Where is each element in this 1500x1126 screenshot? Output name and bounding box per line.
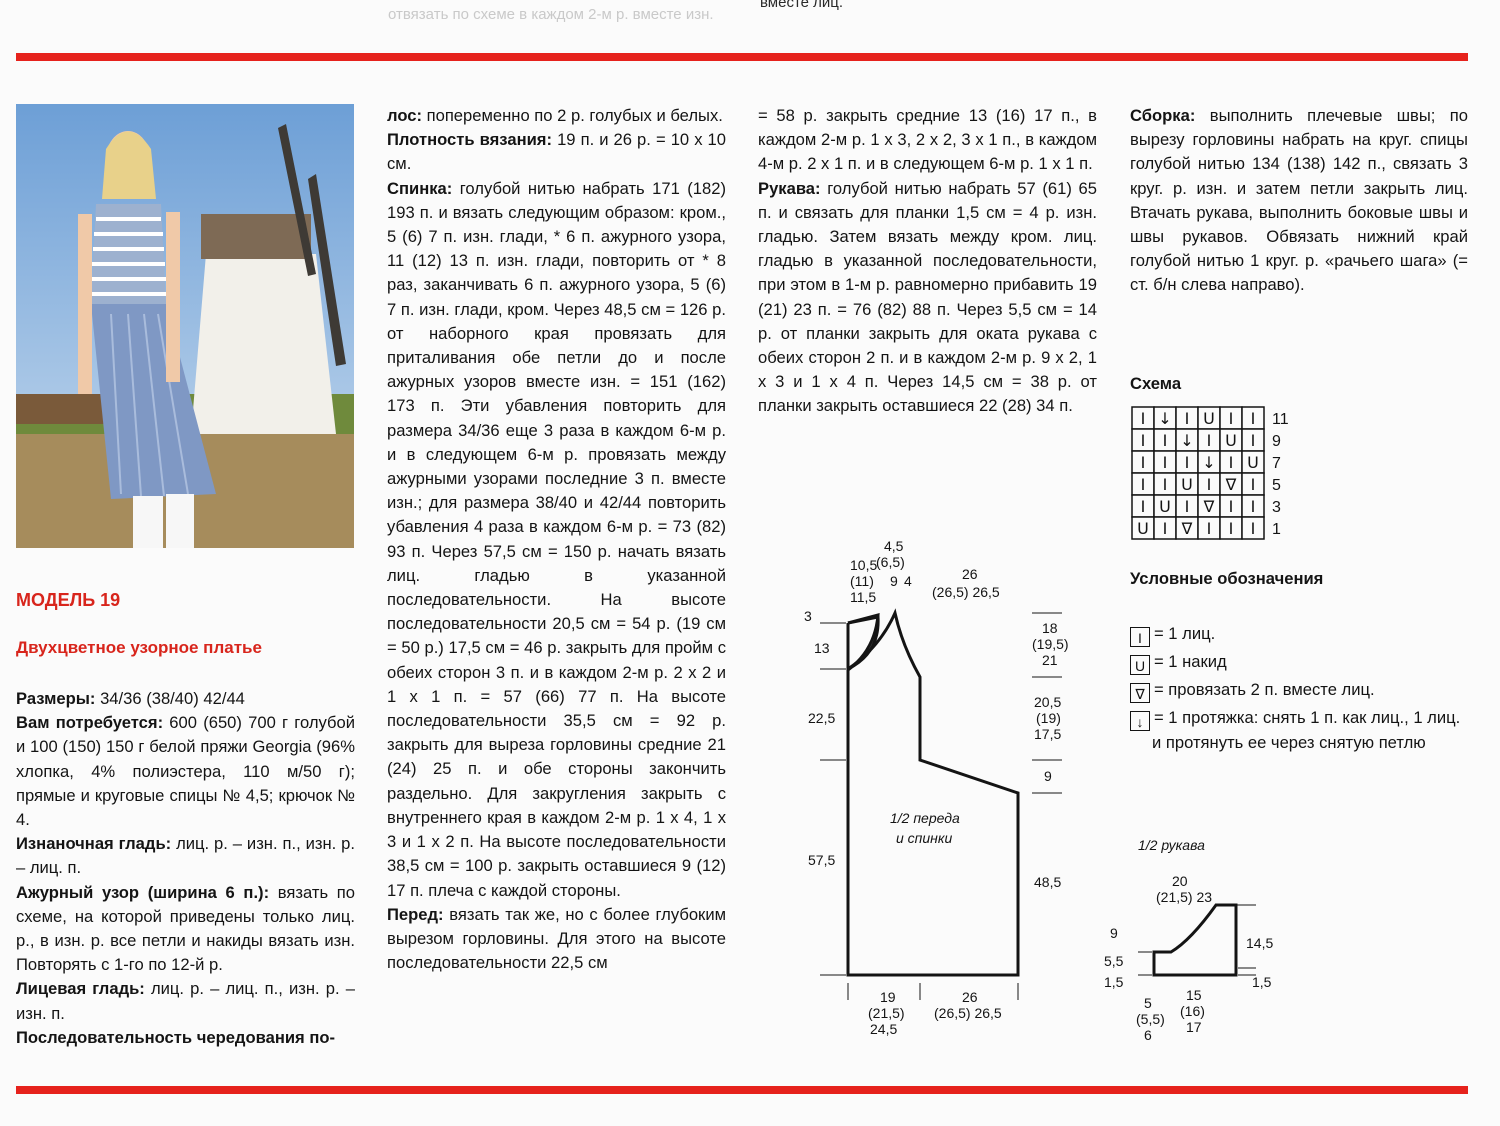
front-label: Перед: — [387, 904, 444, 924]
right-dim-18: 18 — [1042, 620, 1058, 636]
shoulder-left-label-1: 10,5 — [850, 557, 878, 573]
chart-symbol: I — [1162, 453, 1168, 472]
legend-slip-text: = 1 протяжка: снять 1 п. как лиц., 1 лиц. и протянуть ее через снятую петлю — [1152, 708, 1461, 752]
shoulder-left-label-3: 11,5 — [850, 589, 877, 605]
sleeve-left-9: 9 — [1110, 925, 1118, 941]
chart-row-label: 1 — [1272, 521, 1281, 538]
right-dim-19: (19) — [1036, 710, 1061, 726]
chart-symbol: I — [1250, 497, 1256, 516]
stockinette-label: Лицевая гладь: — [16, 979, 145, 999]
chart-row-label: 5 — [1272, 477, 1281, 494]
materials-label: Вам потребуется: — [16, 713, 164, 733]
dress-caption-1: 1/2 переда — [890, 810, 960, 826]
model-subtitle: Двухцветное узорное платье — [16, 638, 262, 657]
sleeve-outline — [1154, 905, 1236, 975]
chart-symbol: I — [1162, 475, 1168, 494]
sleeve-schematic — [1096, 830, 1286, 1050]
bottom-dim-26-alt: (26,5) 26,5 — [934, 1005, 1002, 1021]
chart-symbol: ↓ — [1180, 431, 1194, 450]
legend-k2tog — [1130, 678, 1375, 703]
chart-symbol: I — [1184, 497, 1190, 516]
sleeve-cuff-55: (5,5) — [1136, 1011, 1165, 1027]
front-continued-text: = 58 р. закрыть средние 13 (16) 17 п., в каждом 2-м р. 1 х 3, 2 х 2, 3 х 1 п., в каждом 4-м р. 2 х 1 п. и в следующем 6-м р. 1 х 1 п. — [758, 106, 1097, 174]
gauge-label: Плотность вязания: — [387, 130, 553, 150]
column-1 — [16, 687, 355, 1050]
legend-title: Условные обозначения — [1130, 569, 1324, 588]
front-text: вязать так же, но с более глубоким вырезом горловины. Для этого на высоте последовательности 22,5 см — [387, 904, 726, 973]
column-4 — [1130, 104, 1468, 298]
shoulder-right-label-2: (26,5) 26,5 — [932, 584, 1000, 600]
sleeve-cuff-5: 5 — [1144, 995, 1152, 1011]
bleed-text: вместе лиц. — [760, 0, 844, 11]
sleeve-right-145: 14,5 — [1246, 935, 1274, 951]
chart-symbol: I — [1140, 409, 1146, 428]
sleeves-text: голубой нитью набрать 57 (61) 65 п. и связать для планки 1,5 см = 4 р. изн. гладью. Затем вязать между кром. лиц. гладью в указанной последовательности, при этом в 1-м р. равномерно прибавить 19 (21) 23 п. = 76 (82) 88 п. Через 5,5 см = 14 р. от планки закрыть для оката рукава с обеих сторон 2 п. и в каждом 2-м р. 9 х 2, 1 х 3 и 1 х 4 п. Через 14,5 см = 38 р. от планки закрыть оставшиеся 22 (28) 34 п. — [758, 178, 1097, 416]
chart-symbol: I — [1140, 475, 1146, 494]
slip-stitch-symbol-icon: ↓ — [1130, 711, 1150, 731]
bottom-dim-19: 19 — [880, 989, 896, 1005]
neck-width-alt-label: (6,5) — [876, 554, 905, 570]
chart-symbol: ∇ — [1225, 475, 1237, 494]
chart-symbol: I — [1250, 431, 1256, 450]
neck-small-label: 4 — [904, 573, 912, 589]
left-dim-225: 22,5 — [808, 710, 836, 726]
chart-symbol: I — [1250, 475, 1256, 494]
chart-symbol: I — [1250, 519, 1256, 538]
lace-text: вязать по схеме, на которой приведены только лиц. р., в изн. р. все петли и накиды вязать изн. Повторять с 1-го по 12-й р. — [16, 882, 355, 975]
sleeve-top-width: 20 — [1172, 873, 1188, 889]
chart-symbol: I — [1228, 497, 1234, 516]
dress-outline — [848, 613, 1018, 975]
chart-symbol: I — [1162, 431, 1168, 450]
purl-text: лиц. р. – изн. п., изн. р. – лиц. п. — [16, 834, 355, 878]
chart-symbol: I — [1228, 409, 1234, 428]
chart-symbol: U — [1137, 519, 1149, 538]
chart-symbol: ∇ — [1203, 497, 1215, 516]
sleeve-top-width-alt: (21,5) 23 — [1156, 889, 1213, 905]
chart-symbol: ↓ — [1158, 409, 1172, 428]
materials-text: 600 (650) 700 г голубой и 100 (150) 150 г белой пряжи Georgia (96% хлопка, 4% полиэстера, 110 м/50 г); прямые и круговые спицы № 4,5; крючок № 4. — [16, 713, 355, 830]
stripe-sequence-cont-label: лос: — [387, 106, 422, 125]
chart-row-label: 7 — [1272, 455, 1281, 472]
chart-row-label: 11 — [1272, 411, 1289, 428]
top-red-rule — [16, 53, 1468, 61]
sleeve-left-55: 5,5 — [1104, 953, 1124, 969]
chart-symbol: I — [1140, 497, 1146, 516]
bottom-dim-19-alt: (21,5) — [868, 1005, 905, 1021]
gauge-text: 19 п. и 26 р. = 10 х 10 см. — [387, 130, 727, 174]
dress-caption-2: и спинки — [896, 830, 953, 846]
neck-depth-label: 9 — [890, 573, 898, 589]
stitch-chart — [1130, 405, 1310, 547]
sizes-text: 34/36 (38/40) 42/44 — [95, 689, 245, 708]
chart-symbol: I — [1228, 519, 1234, 538]
back-text: голубой нитью набрать 171 (182) 193 п. и вязать следующим образом: кром., 5 (6) 7 п. изн. глади, * 6 п. ажурного узора, 11 (12) 13 п. изн. глади, повторить от * 8 раз, заканчивать 6 п. ажурного узора, 5 (6) 7 п. изн. глади, кром. Через 48,5 см = 126 р. от наборного края провязать для приталивания обе петли до и после ажурных узоров вместе изн. = 151 (162) 173 п. Эти убавления повторить для размера 34/36 еще 3 раза в каждом 6-м р. и в следующем 6-м р. провязать между ажурными узорами последние 3 п. вместе изн.; для размера 38/40 и 42/44 повторить убавления 4 раза в каждом 6-м р. = 73 (82) 93 п. Через 57,5 см = 150 р. начать вязать лиц. гладью в указанной последовательности. На высоте последовательности 20,5 см = 54 р. (19 см = 50 р.) 17,5 см = 46 р. закрыть для пройм с обеих сторон 3 п. и в каждом 2-м р. 2 х 2 и 1 х 1 п. = 57 (66) 77 п. На высоте последовательности 35,5 см = 92 р. закрыть для выреза горловины средние 21 (24) 25 п. и обе стороны закончить раздельно. Для закругления закрыть с внутреннего края в каждом 2-м р. 1 х 4, 1 х 3 и 1 х 2 п. На высоте последовательности 38,5 см = 100 р. закрыть оставшиеся 9 (12) 17 п. плеча с каждой стороны. — [387, 178, 726, 900]
assembly-text: выполнить плечевые швы; по вырезу горловины набрать на круг. спицы голубой нитью 134 (138) 142 п., связать 3 круг. р. изн. и затем петли закрыть лиц. Втачать рукава, выполнить боковые швы и швы рукавов. Обвязать нижний край голубой нитью 1 круг. р. «рачьего шага» (= ст. б/н слева направо). — [1130, 106, 1468, 295]
chart-symbol: U — [1247, 453, 1259, 472]
left-dim-575: 57,5 — [808, 852, 836, 868]
legend-knit-text: = 1 лиц. — [1154, 624, 1216, 643]
left-dim-13: 13 — [814, 640, 830, 656]
chart-symbol: I — [1206, 519, 1212, 538]
k2tog-symbol-icon: ∇ — [1130, 683, 1150, 703]
chart-symbol: I — [1162, 519, 1168, 538]
sleeve-bottom-16: (16) — [1180, 1003, 1205, 1019]
legend-k2tog-text: = провязать 2 п. вместе лиц. — [1154, 680, 1375, 699]
chart-symbol: I — [1140, 431, 1146, 450]
dress-photo-illustration — [16, 104, 354, 548]
left-dim-3: 3 — [804, 608, 812, 624]
stripe-sequence-text: попеременно по 2 р. голубых и белых. — [422, 106, 723, 125]
model-photo — [16, 104, 354, 548]
chart-symbol: I — [1206, 475, 1212, 494]
assembly-label: Сборка: — [1130, 106, 1196, 125]
bleed-text-faint: отвязать по схеме в каждом 2-м р. вместе изн. — [388, 6, 714, 23]
chart-symbol: U — [1181, 475, 1193, 494]
stripe-sequence-label: Последовательность чередования по- — [16, 1027, 336, 1047]
yarn-over-symbol-icon: U — [1130, 655, 1150, 675]
chart-symbol: U — [1203, 409, 1215, 428]
dress-schematic — [780, 535, 1100, 1045]
chart-symbol: I — [1184, 453, 1190, 472]
chart-symbol: U — [1159, 497, 1171, 516]
right-dim-9: 9 — [1044, 768, 1052, 784]
chart-symbol: I — [1184, 409, 1190, 428]
right-dim-18-alt: (19,5) — [1032, 636, 1069, 652]
stockinette-text: лиц. р. – лиц. п., изн. р. – изн. п. — [16, 979, 355, 1023]
lace-label: Ажурный узор (ширина 6 п.): — [16, 882, 270, 902]
shoulder-left-label-2: (11) — [850, 573, 874, 589]
sleeve-right-15: 1,5 — [1252, 974, 1272, 990]
sleeves-label: Рукава: — [758, 178, 821, 198]
legend-knit — [1130, 622, 1215, 647]
sizes-label: Размеры: — [16, 689, 96, 708]
chart-symbol: I — [1140, 453, 1146, 472]
sleeve-left-15: 1,5 — [1104, 974, 1124, 990]
chart-symbol: ↓ — [1202, 453, 1216, 472]
back-label: Спинка: — [387, 178, 453, 198]
sleeve-bottom-15: 15 — [1186, 987, 1202, 1003]
chart-symbol: I — [1228, 453, 1234, 472]
bottom-dim-245: 24,5 — [870, 1021, 898, 1037]
shoulder-right-label-1: 26 — [962, 566, 978, 582]
right-dim-21: 21 — [1042, 652, 1058, 668]
column-3 — [758, 104, 1097, 419]
chart-row-label: 9 — [1272, 433, 1281, 450]
knit-symbol-icon: I — [1130, 627, 1150, 647]
schema-title: Схема — [1130, 374, 1182, 393]
right-dim-175: 17,5 — [1034, 726, 1062, 742]
right-dim-485: 48,5 — [1034, 874, 1062, 890]
chart-symbol: I — [1206, 431, 1212, 450]
dimension-ticks — [820, 613, 1062, 1000]
chart-symbol: ∇ — [1181, 519, 1193, 538]
sleeve-bottom-17: 17 — [1186, 1019, 1202, 1035]
legend-slip — [1130, 706, 1472, 755]
chart-symbol: I — [1250, 409, 1256, 428]
bottom-red-rule — [16, 1086, 1468, 1094]
sleeve-caption: 1/2 рукава — [1138, 837, 1205, 853]
chart-row-label: 3 — [1272, 499, 1281, 516]
purl-label: Изнаночная гладь: — [16, 834, 172, 854]
legend-yarn-over — [1130, 650, 1227, 675]
sleeve-cuff-6: 6 — [1144, 1027, 1152, 1043]
column-2 — [387, 104, 726, 975]
neck-width-label: 4,5 — [884, 538, 904, 554]
legend-yarn-over-text: = 1 накид — [1154, 652, 1227, 671]
model-title: МОДЕЛЬ 19 — [16, 590, 121, 610]
chart-symbol: U — [1225, 431, 1237, 450]
bottom-dim-26: 26 — [962, 989, 978, 1005]
right-dim-205: 20,5 — [1034, 694, 1062, 710]
